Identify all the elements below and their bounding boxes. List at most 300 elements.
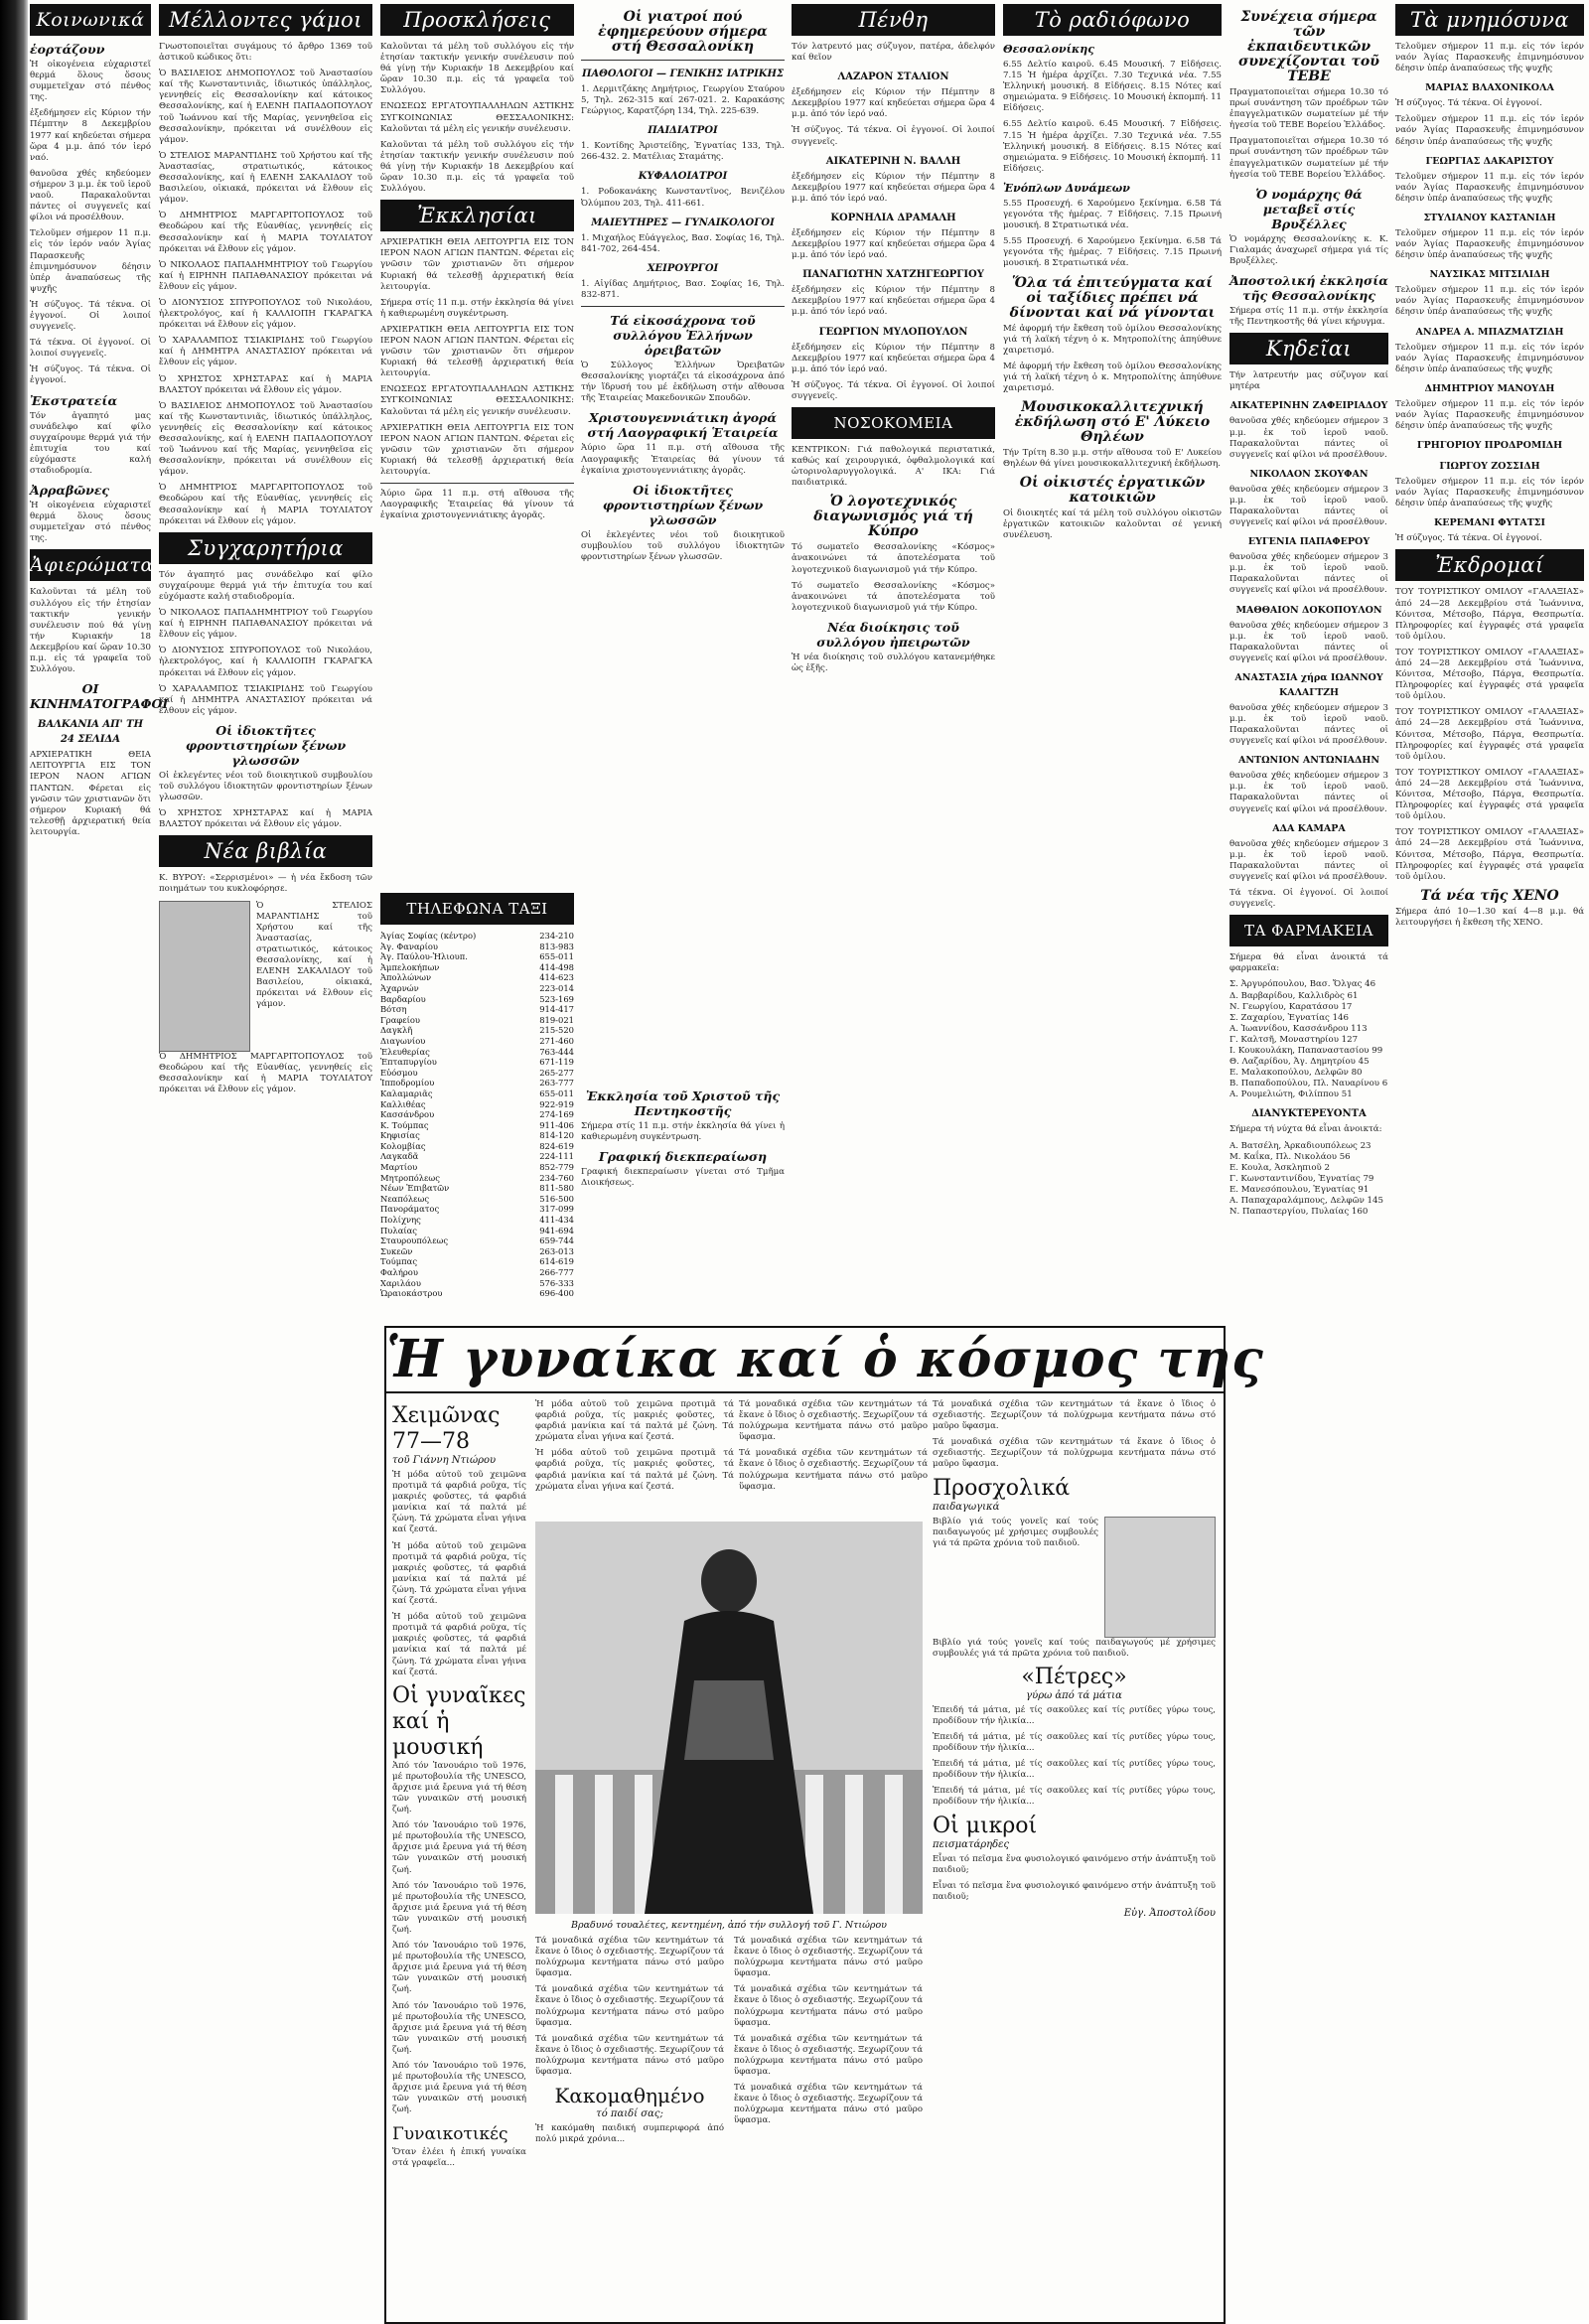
col3-text: Τά μοναδικά σχέδια τῶν κεντημάτων τά ἔκανε ὁ ἴδιος ὁ σχεδιαστής. Ξεχωρίζουν τά πολύχρωμα κεντήματα πάνω στό μαῦρο ὕφασμα. (535, 2033, 724, 2078)
tilefona-row (380, 1004, 574, 1015)
tilefona-area: Δαγκλῆ (380, 1025, 413, 1036)
radiophono-banner: Τὸ ραδιόφωνο (1003, 4, 1222, 36)
feature-col-1 (392, 1399, 526, 2174)
mnimosyna-name: ΜΑΡΙΑΣ ΒΛΑΧΟΝΙΚΟΛΑ (1425, 82, 1554, 94)
xeno-text: Σήμερα ἀπό 10—1.30 καί 4—8 μ.μ. θά λειτουργήσει ἡ ἔκθεση τῆς ΧΕΝΟ. (1395, 906, 1584, 928)
nea-vivlia-block (159, 901, 372, 1052)
koinonika-column (30, 0, 169, 843)
dianyktereuon-item: Ε. Μανεσόπουλου, Ἐγνατίας 91 (1229, 1184, 1370, 1195)
left-text-1: Ἡ οἰκογένεια εὐχαριστεῖ θερμά ὅλους ὅσους συμμετεῖχαν στό πένθος της. (30, 60, 151, 103)
divider (380, 483, 574, 484)
tilefona-row (380, 1204, 574, 1215)
feature-col-2 (535, 1399, 734, 1498)
article7-sub: πεισματάρηδες (933, 1838, 1010, 1850)
divider (581, 306, 785, 307)
iatroi-section-text: 1. Κοντίδης Ἀριστείδης, Ἐγνατίας 133, Τηλ. 266-432. 2. Ματέλιας Σταμάτης. (581, 141, 785, 163)
tilefona-number: 271-460 (539, 1035, 574, 1046)
article6-text: Ἐπειδή τά μάτια, μέ τίς σακοῦλες καί τίς ρυτίδες γύρω τους, προδίδουν τήν ἡλικία... (933, 1731, 1216, 1754)
iatroi-section-label: ΚΥΦΑΛΟΙΑΤΡΟΙ (638, 171, 728, 183)
prosklhseis-text: ΕΝΩΣΕΩΣ ΕΡΓΑΤΟΥΠΑΛΛΗΛΩΝ ΑΣΤΙΚΗΣ ΣΥΓΚΟΙΝΩΝΙΑΣ ΘΕΣΣΑΛΟΝΙΚΗΣ: Καλοῦνται τά μέλη εἰς γενικήν συνέλευσιν. (380, 101, 574, 134)
tilefona-area: Κολομβίας (380, 1140, 426, 1151)
radio-article3-text: Οἱ διοικητές καί τά μέλη τοῦ συλλόγου οἰκιστῶν ἐργατικῶν κατοικιῶν καλοῦνται σέ γενική συνέλευση. (1003, 508, 1222, 541)
tilefona-row (380, 1256, 574, 1267)
iatroi-section-label: ΠΑΙΔΙΑΤΡΟΙ (648, 125, 718, 137)
left-text-4: Τελοῦμεν σήμερον 11 π.μ. εἰς τόν ἱερόν ναόν Ἁγίας Παρασκευῆς ἐπιμνημόσυνον δέησιν ὑπέρ ἀναπαύσεως τῆς ψυχῆς (30, 228, 151, 294)
farmakeio-item: Ε. Μαλακοπούλου, Δελφῶν 80 (1229, 1068, 1363, 1079)
kideiai-name: ΑΝΤΩΝΙΟΝ ΑΝΤΩΝΙΑΔΗΝ (1237, 755, 1380, 767)
article6-sub: γύρω ἀπό τά μάτια (1026, 1689, 1122, 1701)
penthi-column (792, 0, 995, 679)
tilefona-number: 655-011 (539, 1088, 574, 1098)
photo-caption: Βραδυνό τουαλέτες, κεντημένη, ἀπό τήν συλλογή τοῦ Γ. Ντιώρου (571, 1920, 887, 1931)
article2-text: Ἀπό τόν Ἰανουάριο τοῦ 1976, μέ πρωτοβουλία τῆς UNESCO, ἄρχισε μιά ἔρευνα γιά τή θέση τῶν γυναικῶν στή μουσική ζωή. (392, 1880, 526, 1935)
tilefona-area: Βαρδαρίου (380, 993, 426, 1004)
iatroi-heading: Οἱ γιατροί πού ἐφημερεύουν σήμερα στή Θεσσαλονίκη (598, 9, 768, 55)
article4-text: Ἡ κακόμαθη παιδική συμπεριφορά ἀπό πολύ μικρά χρόνια... (535, 2123, 724, 2145)
tilefona-row (380, 1235, 574, 1246)
book-illustration (1104, 1517, 1216, 1638)
left-text-11: ΑΡΧΙΕΡΑΤΙΚΗ ΘΕΙΑ ΛΕΙΤΟΥΡΓΙΑ ΕΙΣ ΤΟΝ ΙΕΡΟΝ ΝΑΟΝ ΑΓΙΩΝ ΠΑΝΤΩΝ. Φέρεται εἰς γνῶσιν τῶν χριστιανῶν ὅτι σήμερον Κυριακή θά τελεσθῇ ἀρχιερατική θεία λειτουργία. (30, 750, 151, 837)
mnimosyna-intro: Τελοῦμεν σήμερον 11 π.μ. εἰς τόν ἱερόν ναόν Ἁγίας Παρασκευῆς ἐπιμνημόσυνον δέησιν ὑπέρ ἀναπαύσεως τῆς ψυχῆς (1395, 477, 1584, 509)
tilefona-number: 265-277 (539, 1067, 574, 1078)
tebe-sub-heading: Ὁ νομάρχης θά μεταβεῖ στίς Βρυξέλλες (1255, 186, 1363, 231)
col4-text: Τά μοναδικά σχέδια τῶν κεντημάτων τά ἔκανε ὁ ἴδιος ὁ σχεδιαστής. Ξεχωρίζουν τά πολύχρωμα κεντήματα πάνω στό μαῦρο ὕφασμα. (933, 1437, 1216, 1470)
epistimoniki-heading: Οἱ ἰδιοκτῆτες φροντιστηρίων ξένων γλωσσῶν (185, 722, 347, 768)
mnimosyna-intro: Τελοῦμεν σήμερον 11 π.μ. εἰς τόν ἱερόν ναόν Ἁγίας Παρασκευῆς ἐπιμνημόσυνον δέησιν ὑπέρ ἀναπαύσεως τῆς ψυχῆς (1395, 227, 1584, 261)
article7-title: Οἱ μικροί (933, 1813, 1038, 1838)
tilefona-number: 922-919 (539, 1098, 574, 1109)
mnimosyna-intro: Τελοῦμεν σήμερον 11 π.μ. εἰς τόν ἱερόν ναόν Ἁγίας Παρασκευῆς ἐπιμνημόσυνον δέησιν ὑπέρ ἀναπαύσεως τῆς ψυχῆς (1395, 42, 1584, 74)
article1-text: Ἡ μόδα αὐτοῦ τοῦ χειμῶνα προτιμᾶ τά φαρδιά ροῦχα, τίς μακριές φοῦστες, τά φαρδιά μανίκια καί τά παλτά μέ ζώνη. Τά χρώματα εἶναι γήινα καί ζεστά. (392, 1470, 526, 1535)
radiophono-column (1003, 0, 1222, 547)
dianyk-label: ΔΙΑΝΥΚΤΕΡΕΥΟΝΤΑ (1251, 1108, 1367, 1120)
tilefona-area: Λαγκαδᾶ (380, 1151, 419, 1162)
kideiai-close: Τά τέκνα. Οἱ ἐγγονοί. Οἱ λοιποί συγγενεῖς. (1229, 888, 1388, 910)
tilefona-row (380, 1215, 574, 1226)
tilefona-number: 576-333 (539, 1277, 574, 1288)
mellontes-entry: Ὁ ΔΗΜΗΤΡΙΟΣ ΜΑΡΓΑΡΙΤΟΠΟΥΛΟΣ τοῦ Θεοδώρου καί τῆς Εὐανθίας, γεννηθείς εἰς Θεσσαλονίκην καί ἡ ΜΑΡΙΑ ΤΟΥΛΙΑΤΟΥ πρόκειται νά ἔλθουν εἰς γάμον. (159, 211, 372, 254)
mnimosyna-close: Ἡ σύζυγος. Τά τέκνα. Οἱ ἐγγονοί. (1395, 533, 1542, 544)
nosokomeia-text: ΚΕΝΤΡΙΚΟΝ: Γιά παθολογικά περιστατικά, καθώς καί χειρουργικά, ὀφθαλμολογικά καί ὠτορινολαρυγγολογικά. Α' ΙΚΑ: Γιά παιδιατρικά. (792, 444, 995, 489)
farmakeio-item: Ν. Γεωργίου, Καρατάσου 17 (1229, 1001, 1353, 1012)
ekdromai-text: ΤΟΥ ΤΟΥΡΙΣΤΙΚΟΥ ΟΜΙΛΟΥ «ΓΑΛΑΞΙΑΣ» ἀπό 24—28 Δεκεμβρίου στά Ἰωάννινα, Κόνιτσα, Μέτσοβο, Πάργα, Θεσπρωτία. Πληροφορίες καί ἐγγραφές στά γραφεῖα τοῦ ὁμίλου. (1395, 647, 1584, 702)
kideiai-name: ΝΙΚΟΛΑΟΝ ΣΚΟΥΦΑΝ (1249, 468, 1369, 480)
mellontes-entry: Ὁ ΧΑΡΑΛΑΜΠΟΣ ΤΣΙΑΚΙΡΙΔΗΣ τοῦ Γεωργίου καί ἡ ΔΗΜΗΤΡΑ ΑΝΑΣΤΑΣΙΟΥ πρόκειται νά ἔλθουν εἰς γάμον. (159, 336, 372, 368)
feature-col-4 (933, 1399, 1216, 1923)
tilefona-number: 614-619 (539, 1256, 574, 1267)
tilefona-row (380, 1194, 574, 1205)
tilefona-area: Εὐόσμου (380, 1067, 418, 1078)
tilefona-area: Συκεῶν (380, 1245, 413, 1256)
feature-title: Ἡ γυναίκα καί ὁ κόσμος της (386, 1328, 1224, 1393)
tilefona-row (380, 1278, 574, 1289)
article1-title: Χειμῶνας 77—78 (392, 1403, 501, 1454)
sylloges-text: Οἱ ἐκλεγέντες νέοι τοῦ διοικητικοῦ συμβουλίου τοῦ συλλόγου ἰδιοκτητῶν φροντιστηρίων ξένων γλωσσῶν. (581, 529, 785, 562)
left-text-2: ἐξεδήμησεν εἰς Κύριον τήν Πέμπτην 8 Δεκεμβρίου 1977 καί κηδεύεται σήμερα ὥρα 4 μ.μ. ἀπό τόν ἱερό ναό. (30, 108, 151, 163)
tilefona-area: Χαριλάου (380, 1277, 421, 1288)
nea-vivlia-text-2: Ὁ ΔΗΜΗΤΡΙΟΣ ΜΑΡΓΑΡΙΤΟΠΟΥΛΟΣ τοῦ Θεοδώρου καί τῆς Εὐανθίας, γεννηθείς εἰς Θεσσαλονίκην καί ἡ ΜΑΡΙΑ ΤΟΥΛΙΑΤΟΥ πρόκειται νά ἔλθουν εἰς γάμον. (159, 1051, 372, 1094)
tilefona-area: Ἰπποδρομίου (380, 1078, 435, 1089)
farmakeio-item: Β. Παπαδοπούλου, Πλ. Ναυαρίνου 6 (1229, 1079, 1388, 1089)
tebe-text: Πραγματοποιεῖται σήμερα 10.30 τό πρωί συνάντηση τῶν προέδρων τῶν ἐπαγγελματικῶν σωματείων μέ τήν ἡγεσία τοῦ ΤΕΒΕ Βορείου Ἑλλάδος. (1229, 87, 1388, 131)
article7-text: Εἶναι τό πεῖσμα ἕνα φυσιολογικό φαινόμενο στήν ἀνάπτυξη τοῦ παιδιοῦ; (933, 1853, 1216, 1875)
kinimatografoi-heading: ΟΙ ΚΙΝΗΜΑΤΟΓΡΑΦΟΙ (30, 681, 169, 712)
nea-vivlia-text: Κ. ΒΥΡΟΥ: «Σερρισμένοι» — ἡ νέα ἔκδοση τῶν ποιημάτων του κυκλοφόρησε. (159, 873, 372, 895)
col3-text: Τά μοναδικά σχέδια τῶν κεντημάτων τά ἔκανε ὁ ἴδιος ὁ σχεδιαστής. Ξεχωρίζουν τά πολύχρωμα κεντήματα πάνω στό μαῦρο ὕφασμα. (734, 1936, 923, 1979)
article2-text: Ἀπό τόν Ἰανουάριο τοῦ 1976, μέ πρωτοβουλία τῆς UNESCO, ἄρχισε μιά ἔρευνα γιά τή θέση τῶν γυναικῶν στή μουσική ζωή. (392, 2061, 526, 2115)
article4-sub: τό παιδί σας; (596, 2108, 663, 2120)
tilefona-area: Πολίχνης (380, 1215, 421, 1226)
ekdromai-text: ΤΟΥ ΤΟΥΡΙΣΤΙΚΟΥ ΟΜΙΛΟΥ «ΓΑΛΑΞΙΑΣ» ἀπό 24—28 Δεκεμβρίου στά Ἰωάννινα, Κόνιτσα, Μέτσοβο, Πάργα, Θεσπρωτία. Πληροφορίες καί ἐγγραφές στά γραφεῖα τοῦ ὁμίλου. (1395, 767, 1584, 822)
penthi-body: ἐξεδήμησεν εἰς Κύριον τήν Πέμπτην 8 Δεκεμβρίου 1977 καί κηδεύεται σήμερα ὥρα 4 μ.μ. ἀπό τόν ἱερό ναό. (792, 87, 995, 120)
iatroi-section-label: ΠΑΘΟΛΟΓΟΙ — ΓΕΝΙΚΗΣ ΙΑΤΡΙΚΗΣ (581, 69, 785, 79)
sylloges-heading: Χριστουγεννιάτικη ἀγορά στή Λαογραφική Ἑταιρεία (587, 410, 779, 441)
col4-text: Τά μοναδικά σχέδια τῶν κεντημάτων τά ἔκανε ὁ ἴδιος ὁ σχεδιαστής. Ξεχωρίζουν τά πολύχρωμα κεντήματα πάνω στό μαῦρο ὕφασμα. (933, 1399, 1216, 1432)
tebe-text: Πραγματοποιεῖται σήμερα 10.30 τό πρωί συνάντηση τῶν προέδρων τῶν ἐπαγγελματικῶν σωματείων μέ τήν ἡγεσία τοῦ ΤΕΒΕ Βορείου Ἑλλάδος. (1229, 136, 1388, 180)
tilefona-table (380, 931, 574, 1299)
tilefona-row (380, 1162, 574, 1173)
tilefona-area: Φαλήρου (380, 1267, 418, 1277)
ekklisia-heading: Ἐκκλησία τοῦ Χριστοῦ τῆς Πεντηκοστῆς (585, 1089, 781, 1118)
tilefona-area: Ἀπολλώνων (380, 972, 432, 983)
col3-text: Τά μοναδικά σχέδια τῶν κεντημάτων τά ἔκανε ὁ ἴδιος ὁ σχεδιαστής. Ξεχωρίζουν τά πολύχρωμα κεντήματα πάνω στό μαῦρο ὕφασμα. (734, 2033, 923, 2078)
ekklisiai-banner: Ἐκκλησίαι (380, 200, 574, 231)
tilefona-area: Ἀγίας Σοφίας (κέντρο) (380, 931, 477, 941)
grafiki-text: Γραφική διεκπεραίωσιν γίνεται στό Τμῆμα Διοικήσεως. (581, 1167, 785, 1189)
col3-text: Τά μοναδικά σχέδια τῶν κεντημάτων τά ἔκανε ὁ ἴδιος ὁ σχεδιαστής. Ξεχωρίζουν τά πολύχρωμα κεντήματα πάνω στό μαῦρο ὕφασμα. (734, 1984, 923, 2028)
grafiki-heading: Γραφική διεκπεραίωση (598, 1149, 768, 1165)
tilefona-row (380, 931, 574, 942)
ekdromai-text: ΤΟΥ ΤΟΥΡΙΣΤΙΚΟΥ ΟΜΙΛΟΥ «ΓΑΛΑΞΙΑΣ» ἀπό 24—28 Δεκεμβρίου στά Ἰωάννινα, Κόνιτσα, Μέτσοβο, Πάργα, Θεσπρωτία. Πληροφορίες καί ἐγγραφές στά γραφεῖα τοῦ ὁμίλου. (1395, 707, 1584, 762)
tilefona-row (380, 1120, 574, 1131)
tilefona-number: 411-434 (539, 1215, 574, 1226)
tilefona-area: Τούμπας (380, 1256, 418, 1267)
farmakeio-item: Α. Ἰωαννίδου, Κασσάνδρου 113 (1229, 1023, 1368, 1034)
article2-text: Ἀπό τόν Ἰανουάριο τοῦ 1976, μέ πρωτοβουλία τῆς UNESCO, ἄρχισε μιά ἔρευνα γιά τή θέση τῶν γυναικῶν στή μουσική ζωή. (392, 1820, 526, 1875)
tilefona-number: 224-111 (539, 1151, 574, 1162)
left-text-6: Τά τέκνα. Οἱ ἐγγονοί. Οἱ λοιποί συγγενεῖς. (30, 338, 151, 360)
tilefona-number: 824-619 (539, 1140, 574, 1151)
tilefona-row (380, 1267, 574, 1278)
left-text-9: Ἡ οἰκογένεια εὐχαριστεῖ θερμά ὅλους ὅσους συμμετεῖχαν στό πένθος της. (30, 501, 151, 544)
kideiai-banner: Κηδεῖαι (1229, 333, 1388, 364)
radio-program-2: 5.55 Προσευχή. 6 Χαρούμενο ξεκίνημα. 6.58 Τά γεγονότα τῆς ἡμέρας. 7 Εἰδήσεις. 7.15 Πρωινή μουσική. 8 Στρατιωτικά νέα. (1003, 236, 1222, 269)
tilefona-number: 763-444 (539, 1046, 574, 1057)
tilefona-number: 266-777 (539, 1267, 574, 1277)
mnimosyna-name: ΑΝΔΡΕΑ Α. ΜΠΑΖΜΑΤΖΙΔΗ (1415, 326, 1564, 338)
article5-text: Βιβλίο γιά τούς γονεῖς καί τούς παιδαγωγούς μέ χρήσιμες συμβουλές γιά τά πρῶτα χρόνια τοῦ παιδιοῦ. (933, 1637, 1216, 1659)
tilefona-area: Μαρτίου (380, 1162, 418, 1173)
logotexnis-text: Τό σωματεῖο Θεσσαλονίκης «Κόσμος» ἀνακοινώνει τά ἀποτελέσματα τοῦ λογοτεχνικοῦ διαγωνισμοῦ γιά τήν Κύπρο. (792, 542, 995, 575)
kideiai-name: ΑΙΚΑΤΕΡΙΝΗΝ ΖΑΦΕΙΡΙΑΔΟΥ (1229, 400, 1388, 412)
mnimosyna-intro: Τελοῦμεν σήμερον 11 π.μ. εἰς τόν ἱερόν ναόν Ἁγίας Παρασκευῆς ἐπιμνημόσυνον δέησιν ὑπέρ ἀναπαύσεως τῆς ψυχῆς (1395, 114, 1584, 147)
article2-title: Οἱ γυναῖκες καί ἡ μουσική (392, 1682, 526, 1760)
left-text-8: Τόν ἀγαπητό μας συνάδελφο καί φίλο συγχαίρουμε θερμά γιά τήν ἐπιτυχία του καί εὐχόμαστε καλή σταδιοδρομία. (30, 410, 151, 476)
tilefona-area: Κασσάνδρου (380, 1109, 435, 1120)
prosklhseis-text: Καλοῦνται τά μέλη τοῦ συλλόγου εἰς τήν ἐτησίαν τακτικήν γενικήν συνέλευσιν πού θά γίνῃ τήν Κυριακήν 18 Δεκεμβρίου καί ὥραν 10.30 π.μ. εἰς τά γραφεῖα τοῦ Συλλόγου. (380, 42, 574, 96)
radio-program-2: 5.55 Προσευχή. 6 Χαρούμενο ξεκίνημα. 6.58 Τά γεγονότα τῆς ἡμέρας. 7 Εἰδήσεις. 7.15 Πρωινή μουσική. 8 Στρατιωτικά νέα. (1003, 198, 1222, 231)
mellontes-entry: Ὁ ΝΙΚΟΛΑΟΣ ΠΑΠΑΔΗΜΗΤΡΙΟΥ τοῦ Γεωργίου καί ἡ ΕΙΡΗΝΗ ΠΑΠΑΘΑΝΑΣΙΟΥ πρόκειται νά ἔλθουν εἰς γάμον. (159, 259, 372, 292)
kideiai-name: ΕΥΓΕΝΙΑ ΠΑΠΑΦΕΡΟΥ (1247, 536, 1371, 548)
article1-cont: Ἡ μόδα αὐτοῦ τοῦ χειμῶνα προτιμᾶ τά φαρδιά ροῦχα, τίς μακριές φοῦστες, τά φαρδιά μανίκια καί τά παλτά μέ ζώνη. Τά χρώματα εἶναι γήινα καί ζεστά. (535, 1399, 734, 1443)
ekklisiai-text: ΑΡΧΙΕΡΑΤΙΚΗ ΘΕΙΑ ΛΕΙΤΟΥΡΓΙΑ ΕΙΣ ΤΟΝ ΙΕΡΟΝ ΝΑΟΝ ΑΓΙΩΝ ΠΑΝΤΩΝ. Φέρεται εἰς γνῶσιν τῶν χριστιανῶν ὅτι σήμερον Κυριακή θά τελεσθῇ ἀρχιερατική θεία λειτουργία. (380, 237, 574, 292)
tilefona-number: 234-210 (539, 931, 574, 941)
article2-text: Ἀπό τόν Ἰανουάριο τοῦ 1976, μέ πρωτοβουλία τῆς UNESCO, ἄρχισε μιά ἔρευνα γιά τή θέση τῶν γυναικῶν στή μουσική ζωή. (392, 1941, 526, 1995)
syncharitiria-text: Τόν ἀγαπητό μας συνάδελφο καί φίλο συγχαίρουμε θερμά γιά τήν ἐπιτυχία του καί εὐχόμαστε καλή σταδιοδρομία. (159, 569, 372, 602)
ekdromai-banner: Ἐκδρομαί (1395, 549, 1584, 581)
kideiai-name: ΑΝΑΣΤΑΣΙΑ χήρα ΙΩΑΝΝΟΥ ΚΑΛΑΓΤΖΗ (1234, 671, 1383, 698)
dress-photo-illustration (535, 1522, 923, 1914)
article6-title: «Πέτρες» (1021, 1664, 1127, 1689)
xeno-heading: Τά νέα τῆς ΧΕΝΟ (1420, 887, 1559, 904)
kideiai-body: θανοῦσα χθές κηδεύομεν σήμερον 3 μ.μ. ἐκ τοῦ ἱεροῦ ναοῦ. Παρακαλοῦνται πάντες οἱ συγγενεῖς καί φίλοι νά προσέλθουν. (1229, 771, 1388, 814)
article3-title: Γυναικοτικές (392, 2123, 508, 2144)
left-text-5: Ἡ σύζυγος. Τά τέκνα. Οἱ ἐγγονοί. Οἱ λοιποί συγγενεῖς. (30, 299, 151, 333)
tilefona-row (380, 1151, 574, 1162)
left-text-3: θανοῦσα χθές κηδεύομεν σήμερον 3 μ.μ. ἐκ τοῦ ἱεροῦ ναοῦ. Παρακαλοῦνται πάντες οἱ συγγενεῖς καί φίλοι νά προσέλθουν. (30, 168, 151, 223)
farmakeio-item: Α. Ρουμελιώτη, Φιλίππου 51 (1229, 1089, 1353, 1100)
kideiai-body: θανοῦσα χθές κηδεύομεν σήμερον 3 μ.μ. ἐκ τοῦ ἱεροῦ ναοῦ. Παρακαλοῦνται πάντες οἱ συγγενεῖς καί φίλοι νά προσέλθουν. (1229, 702, 1388, 747)
iatroi-section-text: 1. Αἰγίδας Δημήτριος, Βασ. Σοφίας 16, Τηλ. 832-871. (581, 278, 785, 300)
mnimosyna-name: ΓΕΩΡΓΙΑΣ ΔΑΚΑΡΙΣΤΟΥ (1425, 155, 1554, 167)
farmakeia-banner: ΤΑ ΦΑΡΜΑΚΕΙΑ (1229, 915, 1388, 946)
tilefona-row (380, 983, 574, 994)
tilefona-area: Μητροπόλεως (380, 1172, 440, 1183)
logotexnis-heading: Ὁ λογοτεχνικός διαγωνισμός γιά τή Κύπρο (813, 494, 973, 540)
tilefona-row (380, 962, 574, 973)
tilefona-area: Πανοράματος (380, 1204, 440, 1215)
logotexnis-text: Τό σωματεῖο Θεσσαλονίκης «Κόσμος» ἀνακοινώνει τά ἀποτελέσματα τοῦ λογοτεχνικοῦ διαγωνισμοῦ γιά τήν Κύπρο. (792, 580, 995, 613)
tilefona-area: Πυλαίας (380, 1225, 417, 1235)
article1-cont: Ἡ μόδα αὐτοῦ τοῦ χειμῶνα προτιμᾶ τά φαρδιά ροῦχα, τίς μακριές φοῦστες, τά φαρδιά μανίκια καί τά παλτά μέ ζώνη. Τά χρώματα εἶναι γήινα καί ζεστά. (535, 1448, 734, 1492)
radio-article1-text: Μέ ἀφορμή τήν ἔκθεση τοῦ ὁμίλου Θεσσαλονίκης γιά τή λαϊκή τέχνη ὁ κ. Μητροπολίτης ἀπηύθυνε χαιρετισμό. (1003, 361, 1222, 393)
article2-text: Ἀπό τόν Ἰανουάριο τοῦ 1976, μέ πρωτοβουλία τῆς UNESCO, ἄρχισε μιά ἔρευνα γιά τή θέση τῶν γυναικῶν στή μουσική ζωή. (392, 2000, 526, 2055)
tilefona-number: 811-580 (539, 1183, 574, 1194)
prosklhseis-banner: Προσκλήσεις (380, 4, 574, 36)
tilefona-number: 819-021 (539, 1014, 574, 1025)
radio-article2-text: Τήν Τρίτη 8.30 μ.μ. στήν αἴθουσα τοῦ Ε' Λυκείου Θηλέων θά γίνει μουσικοκαλλιτεχνική ἐκδήλωση. (1003, 448, 1222, 470)
sylloges-heading: Τά εἰκοσάχρονα τοῦ συλλόγου Ἑλλήνων ὁρειβατῶν (610, 313, 756, 359)
mnimosyna-intro: Τελοῦμεν σήμερον 11 π.μ. εἰς τόν ἱερόν ναόν Ἁγίας Παρασκευῆς ἐπιμνημόσυνον δέησιν ὑπέρ ἀναπαύσεως τῆς ψυχῆς (1395, 285, 1584, 318)
ekklisia-text: Σήμερα στίς 11 π.μ. στήν ἐκκλησία θά γίνει ἡ καθιερωμένη συγκέντρωση. (581, 1121, 785, 1143)
tilefona-row (380, 1036, 574, 1047)
tilefona-number: 814-120 (539, 1130, 574, 1141)
tilefona-row (380, 1288, 574, 1299)
article6-text: Ἐπειδή τά μάτια, μέ τίς σακοῦλες καί τίς ρυτίδες γύρω τους, προδίδουν τήν ἡλικία... (933, 1759, 1216, 1781)
ekdromai-text: ΤΟΥ ΤΟΥΡΙΣΤΙΚΟΥ ΟΜΙΛΟΥ «ΓΑΛΑΞΙΑΣ» ἀπό 24—28 Δεκεμβρίου στά Ἰωάννινα, Κόνιτσα, Μέτσοβο, Πάργα, Θεσπρωτία. Πληροφορίες καί ἐγγραφές στά γραφεῖα τοῦ ὁμίλου. (1395, 827, 1584, 882)
col3-text: Τά μοναδικά σχέδια τῶν κεντημάτων τά ἔκανε ὁ ἴδιος ὁ σχεδιαστής. Ξεχωρίζουν τά πολύχρωμα κεντήματα πάνω στό μαῦρο ὕφασμα. (739, 1399, 928, 1443)
article4-title: Κακομαθημένο (554, 2084, 705, 2108)
tilefona-row (380, 1183, 574, 1194)
penthi-name: ΑΙΚΑΤΕΡΙΝΗ Ν. ΒΑΛΛΗ (825, 155, 961, 167)
dianyktereuon-item: Α. Παπαχαραλάμπους, Δελφῶν 145 (1229, 1196, 1383, 1206)
mnimosyna-name: ΚΕΡΕΜΑΝΙ ΦΥΤΑΤΣΙ (1434, 517, 1545, 529)
tilefona-number: 813-983 (539, 941, 574, 951)
tilefona-row (380, 1130, 574, 1141)
ekklisia-pentikostis-block (581, 1083, 785, 1194)
eortazoun-heading: ἑορτάζουν (30, 42, 105, 57)
syncharitiria-text: Ὁ ΧΑΡΑΛΑΜΠΟΣ ΤΣΙΑΚΙΡΙΔΗΣ τοῦ Γεωργίου καί ἡ ΔΗΜΗΤΡΑ ΑΝΑΣΤΑΣΙΟΥ πρόκειται νά ἔλθουν εἰς γάμον. (159, 683, 372, 716)
penthi-name: ΛΑΖΑΡΟΝ ΣΤΑΛΙΟΝ (837, 72, 949, 83)
farmakeio-item: Θ. Λαζαρίδου, Ἀγ. Δημητρίου 45 (1229, 1057, 1370, 1068)
mellontes-entry: Ὁ ΒΑΣΙΛΕΙΟΣ ΔΗΜΟΠΟΥΛΟΣ τοῦ Ἀναστασίου καί τῆς Κωνσταντινιᾶς, ἰδιωτικός ὑπάλληλος, γεννηθείς εἰς Θεσσαλονίκην καί κάτοικος Θεσσαλονίκης, καί ἡ ΕΛΕΝΗ ΠΑΠΑΔΟΠΟΥΛΟΥ τοῦ Ἰωάννου καί τῆς Μαρίας, γεννηθεῖσα εἰς Θεσσαλονίκην, πρόκειται νά συνέλθουν εἰς γάμον. (159, 69, 372, 145)
tilefona-area: Διαγωνίου (380, 1035, 426, 1046)
mellontes-entry: Ὁ ΒΑΣΙΛΕΙΟΣ ΔΗΜΟΠΟΥΛΟΣ τοῦ Ἀναστασίου καί τῆς Κωνσταντινιᾶς, ἰδιωτικός ὑπάλληλος, γεννηθείς εἰς Θεσσαλονίκην καί κάτοικος Θεσσαλονίκης, καί ἡ ΕΛΕΝΗ ΠΑΠΑΔΟΠΟΥΛΟΥ τοῦ Ἰωάννου καί τῆς Μαρίας, γεννηθεῖσα εἰς Θεσσαλονίκην, πρόκειται νά συνέλθουν εἰς γάμον. (159, 400, 372, 478)
article6-text: Ἐπειδή τά μάτια, μέ τίς σακοῦλες καί τίς ρυτίδες γύρω τους, προδίδουν τήν ἡλικία... (933, 1786, 1216, 1808)
farmakeia-list (1229, 979, 1388, 1100)
koinonika-banner: Κοινωνικά (30, 4, 151, 36)
mnimosyna-name: ΣΤΥΛΙΑΝΟΥ ΚΑΣΤΑΝΙΔΗ (1423, 212, 1556, 223)
radio-article1-heading: Ὅλα τά ἐπιτεύγματα καί οἱ ταξίδιες πρέπει νά δίνονται καί νά γίνονται (1009, 274, 1216, 321)
divider (581, 60, 785, 61)
article7-byline: Εὐγ. Ἀποστολίδου (1123, 1907, 1216, 1919)
syncharitiria-text: Ὁ ΔΙΟΝΥΣΙΟΣ ΣΠΥΡΟΠΟΥΛΟΣ τοῦ Νικολάου, ἠλεκτρολόγος, καί ἡ ΚΑΛΛΙΟΠΗ ΓΚΑΡΑΓΚΑ πρόκειται νά ἔλθουν εἰς γάμον. (159, 646, 372, 678)
kideiai-intro: Τήν λατρευτήν μας σύζυγον καί μητέρα (1229, 370, 1388, 392)
tilefona-row (380, 1015, 574, 1026)
tebe-column (1229, 0, 1388, 1218)
book-cover-illustration (159, 901, 250, 1052)
dianyktereuon-item: Ν. Παπαστεργίου, Πυλαίας 160 (1229, 1207, 1369, 1218)
tilefona-area: Ἐπταπυργίου (380, 1057, 437, 1068)
apost-text: Σήμερα στίς 11 π.μ. στήν ἐκκλησία τῆς Πεντηκοστῆς θά γίνει κήρυγμα. (1229, 306, 1388, 328)
mnimosyna-name: ΔΗΜΗΤΡΙΟΥ ΜΑΝΟΥΔΗ (1424, 382, 1555, 394)
prosklhseis-column (380, 0, 574, 526)
penthi-body: ἐξεδήμησεν εἰς Κύριον τήν Πέμπτην 8 Δεκεμβρίου 1977 καί κηδεύεται σήμερα ὥρα 4 μ.μ. ἀπό τόν ἱερό ναό. (792, 227, 995, 261)
tilefona-area: Κηφισίας (380, 1130, 420, 1141)
penthi-intro: Τόν λατρευτό μας σύζυγον, πατέρα, ἀδελφόν καί θεῖον (792, 42, 995, 64)
nea-vivlia-banner: Νέα βιβλία (159, 835, 372, 867)
mnimosyna-intro: Τελοῦμεν σήμερον 11 π.μ. εἰς τόν ἱερόν ναόν Ἁγίας Παρασκευῆς ἐπιμνημόσυνον δέησιν ὑπέρ ἀναπαύσεως τῆς ψυχῆς (1395, 398, 1584, 431)
article5-text: Βιβλίο γιά τούς γονεῖς καί τούς παιδαγωγούς μέ χρήσιμες συμβουλές γιά τά πρῶτα χρόνια τοῦ παιδιοῦ. (933, 1516, 1098, 1548)
dianyktereuon-item: Α. Βατσέλη, Ἀρκαδιουπόλεως 23 (1229, 1140, 1372, 1151)
penthi-body: ἐξεδήμησεν εἰς Κύριον τήν Πέμπτην 8 Δεκεμβρίου 1977 καί κηδεύεται σήμερα ὥρα 4 μ.μ. ἀπό τόν ἱερό ναό. (792, 171, 995, 204)
tilefona-number: 414-498 (539, 961, 574, 972)
tilefona-row (380, 1109, 574, 1120)
tilefona-number: 263-777 (539, 1078, 574, 1089)
iatroi-section-text: 1. Ροδοκανάκης Κωνσταντῖνος, Βενιζέλου Ὀλύμπου 203, Τηλ. 411-661. (581, 187, 785, 209)
left-text-10: Καλοῦνται τά μέλη τοῦ συλλόγου εἰς τήν ἐτησίαν τακτικήν γενικήν συνέλευσιν πού θά γίνῃ τήν Κυριακήν 18 Δεκεμβρίου καί ὥραν 10.30 π.μ. εἰς τά γραφεῖα τοῦ Συλλόγου. (30, 587, 151, 675)
mellontes-intro: Γνωστοποιεῖται συγάμους τό ἄρθρο 1369 τοῦ ἀστικοῦ κώδικος ὅτι: (159, 42, 372, 64)
tilefona-row (380, 994, 574, 1005)
tilefona-row (380, 942, 574, 952)
article5-block (933, 1517, 1216, 1638)
kideiai-name: ΜΑΘΘΑΙΟΝ ΔΟΚΟΠΟΥΛΟΝ (1235, 604, 1382, 616)
tilefona-row (380, 1047, 574, 1058)
mnimosyna-name: ΝΑΥΣΙΚΑΣ ΜΙΤΣΙΛΙΔΗ (1429, 269, 1550, 281)
radio-program: 6.55 Δελτίο καιροῦ. 6.45 Μουσική. 7 Εἰδήσεις. 7.15 Ἡ ἡμέρα ἀρχίζει. 7.30 Τεχνικά νέα. 7.55 Ἑλληνική μουσική. 8 Εἰδήσεις. 8.15 Νότες καί σημειώματα. 9 Εἰδήσεις. 10 Μουσική ἐκπομπή. 11 Εἰδήσεις. (1003, 60, 1222, 114)
iatroi-column (581, 0, 785, 568)
mnimosyna-column (1395, 0, 1584, 934)
iatroi-section-label: ΧΕΙΡΟΥΡΓΟΙ (647, 262, 719, 274)
ekklisiai-text: ΕΝΩΣΕΩΣ ΕΡΓΑΤΟΥΠΑΛΛΗΛΩΝ ΑΣΤΙΚΗΣ ΣΥΓΚΟΙΝΩΝΙΑΣ ΘΕΣΣΑΛΟΝΙΚΗΣ: Καλοῦνται τά μέλη εἰς γενικήν συνέλευσιν. (380, 384, 574, 417)
tilefona-area: Κ. Τούμπας (380, 1119, 429, 1130)
tilefona-number: 223-014 (539, 982, 574, 993)
tilefona-number: 911-406 (539, 1119, 574, 1130)
article3-text: Ὅταν ἐλέει ἡ ἐπική γυναίκα στά γραφεῖα... (392, 2146, 526, 2168)
ekdromai-text: ΤΟΥ ΤΟΥΡΙΣΤΙΚΟΥ ΟΜΙΛΟΥ «ΓΑΛΑΞΙΑΣ» ἀπό 24—28 Δεκεμβρίου στά Ἰωάννινα, Κόνιτσα, Μέτσοβο, Πάργα, Θεσπρωτία. Πληροφορίες καί ἐγγραφές στά γραφεῖα τοῦ ὁμίλου. (1395, 587, 1584, 642)
farmakeio-item: Σ. Ἀργυρόπουλου, Βασ. Ὄλγας 46 (1229, 979, 1376, 990)
tilefona-row (380, 1089, 574, 1099)
mellontes-entry: Ὁ ΧΡΗΣΤΟΣ ΧΡΗΣΤΑΡΑΣ καί ἡ ΜΑΡΙΑ ΒΛΑΣΤΟΥ πρόκειται νά ἔλθουν εἰς γάμον. (159, 373, 372, 395)
tebe-sub-text: Ὁ νομάρχης Θεσσαλονίκης κ. Κ. Γιαλαμάς ἀναχωρεῖ σήμερα γιά τίς Βρυξέλλες. (1229, 233, 1388, 266)
mellontes-entry: Ὁ ΔΗΜΗΤΡΙΟΣ ΜΑΡΓΑΡΙΤΟΠΟΥΛΟΣ τοῦ Θεοδώρου καί τῆς Εὐανθίας, γεννηθείς εἰς Θεσσαλονίκην καί ἡ ΜΑΡΙΑ ΤΟΥΛΙΑΤΟΥ πρόκειται νά ἔλθουν εἰς γάμον. (159, 483, 372, 526)
kideiai-body: θανοῦσα χθές κηδεύομεν σήμερον 3 μ.μ. ἐκ τοῦ ἱεροῦ ναοῦ. Παρακαλοῦνται πάντες οἱ συγγενεῖς καί φίλοι νά προσέλθουν. (1229, 416, 1388, 460)
tilefona-number: 263-013 (539, 1245, 574, 1256)
col3-text: Τά μοναδικά σχέδια τῶν κεντημάτων τά ἔκανε ὁ ἴδιος ὁ σχεδιαστής. Ξεχωρίζουν τά πολύχρωμα κεντήματα πάνω στό μαῦρο ὕφασμα. (734, 2083, 923, 2126)
tilefona-area: Νεαπόλεως (380, 1193, 430, 1204)
penthi-body: ἐξεδήμησεν εἰς Κύριον τήν Πέμπτην 8 Δεκεμβρίου 1977 καί κηδεύεται σήμερα ὥρα 4 μ.μ. ἀπό τόν ἱερό ναό. (792, 342, 995, 374)
tilefona-banner: ΤΗΛΕΦΩΝΑ ΤΑΞΙ (380, 893, 574, 925)
tilefona-area: Καλαμαριᾶς (380, 1088, 433, 1098)
tilefona-taxi-block (380, 889, 574, 1299)
article2-text: Ἀπό τόν Ἰανουάριο τοῦ 1976, μέ πρωτοβουλία τῆς UNESCO, ἄρχισε μιά ἔρευνα γιά τή θέση τῶν γυναικῶν στή μουσική ζωή. (392, 1760, 526, 1816)
tilefona-number: 523-169 (539, 993, 574, 1004)
mellontes-entry: Ὁ ΣΤΕΛΙΟΣ ΜΑΡΑΝΤΙΔΗΣ τοῦ Χρήστου καί τῆς Ἀναστασίας, στρατιωτικός, κάτοικος Θεσσαλονίκης, καί ἡ ΕΛΕΝΗ ΣΑΚΑΛΙΔΟΥ τοῦ Βασιλείου, οἰκιακά, πρόκειται νά ἔλθουν εἰς γάμον. (159, 150, 372, 206)
page-binding-shadow (0, 0, 28, 2320)
syncharitiria-banner: Συγχαρητήρια (159, 532, 372, 564)
kideiai-name: ΑΔΑ ΚΑΜΑΡΑ (1272, 822, 1346, 834)
tilefona-area: Νέων Ἐπιβατῶν (380, 1183, 450, 1194)
tilefona-number: 696-400 (539, 1288, 574, 1299)
penthi-body: ἐξεδήμησεν εἰς Κύριον τήν Πέμπτην 8 Δεκεμβρίου 1977 καί κηδεύεται σήμερα ὥρα 4 μ.μ. ἀπό τόν ἱερό ναό. (792, 285, 995, 318)
afieromata-banner: Ἀφιερώματα (30, 549, 151, 581)
sylloges-text: Ὁ Σύλλογος Ἑλλήνων Ὀρειβατῶν Θεσσαλονίκης γιορτάζει τά εἰκοσάχρονα ἀπό τήν ἵδρυσή του μέ ἐκδήλωση στήν αἴθουσα τῆς Ἑταιρείας Μακεδονικῶν Σπουδῶν. (581, 361, 785, 404)
sylloges-text: Ἀύριο ὥρα 11 π.μ. στή αἴθουσα τῆς Λαογραφικῆς Ἑταιρείας θά γίνουν τά ἐγκαίνια χριστουγεννιάτικης ἀγορᾶς. (581, 443, 785, 476)
epistimoniki-text: Οἱ ἐκλεγέντες νέοι τοῦ διοικητικοῦ συμβουλίου τοῦ συλλόγου ἰδιοκτητῶν φροντιστηρίων ξένων γλωσσῶν. (159, 770, 372, 803)
feature-col-3-bottom (734, 1936, 923, 2132)
tilefona-area: Καλλιθέας (380, 1098, 426, 1109)
left-text-7: Ἡ σύζυγος. Τά τέκνα. Οἱ ἐγγονοί. (30, 364, 151, 386)
tilefona-number: 941-694 (539, 1225, 574, 1235)
tilefona-row (380, 951, 574, 962)
col3-text: Τά μοναδικά σχέδια τῶν κεντημάτων τά ἔκανε ὁ ἴδιος ὁ σχεδιαστής. Ξεχωρίζουν τά πολύχρωμα κεντήματα πάνω στό μαῦρο ὕφασμα. (535, 1984, 724, 2028)
tilefona-number: 671-119 (539, 1057, 574, 1068)
farmakeio-item: Ι. Κουκουλάκη, Παπαναστασίου 99 (1229, 1045, 1383, 1056)
tilefona-number: 852-779 (539, 1162, 574, 1173)
tilefona-area: Γραφείου (380, 1014, 421, 1025)
nea-vivlia-desc: Ὁ ΣΤΕΛΙΟΣ ΜΑΡΑΝΤΙΔΗΣ τοῦ Χρήστου καί τῆς Ἀναστασίας, στρατιωτικός, κάτοικος Θεσσαλονίκης, καί ἡ ΕΛΕΝΗ ΣΑΚΑΛΙΔΟΥ τοῦ Βασιλείου, οἰκιακά, πρόκειται νά ἔλθουν εἰς γάμον. (256, 900, 372, 1010)
mnimosyna-intro: Τελοῦμεν σήμερον 11 π.μ. εἰς τόν ἱερόν ναόν Ἁγίας Παρασκευῆς ἐπιμνημόσυνον δέησιν ὑπέρ ἀναπαύσεως τῆς ψυχῆς (1395, 171, 1584, 204)
article1-byline: τοῦ Γιάννη Ντιώρου (392, 1455, 497, 1466)
nosokomeia-banner: ΝΟΣΟΚΟΜΕΙΑ (792, 407, 995, 439)
article5-title: Προσχολικά (933, 1475, 1071, 1501)
prosklhseis-text: Καλοῦνται τά μέλη τοῦ συλλόγου εἰς τήν ἐτησίαν τακτικήν γενικήν συνέλευσιν πού θά γίνῃ τήν Κυριακήν 18 Δεκεμβρίου καί ὥραν 10.30 π.μ. εἰς τά γραφεῖα τοῦ Συλλόγου. (380, 139, 574, 195)
mnimosyna-banner: Τὰ μνημόσυνα (1395, 4, 1584, 36)
tilefona-number: 655-011 (539, 951, 574, 962)
tilefona-row (380, 972, 574, 983)
iatroi-section-text: 1. Μιχαήλος Εὐάγγελος, Βασ. Σοφίας 16, Τηλ. 841-702, 264-454. (581, 232, 785, 254)
tilefona-area: Ἐλευθερίας (380, 1046, 430, 1057)
ekklisiai-text: Ἀύριο ὥρα 11 π.μ. στή αἴθουσα τῆς Λαογραφικῆς Ἑταιρείας θά γίνουν τά ἐγκαίνια χριστουγεννιάτικης ἀγορᾶς. (380, 489, 574, 521)
farmakeio-item: Γ. Καλτσῆ, Μοναστηρίου 127 (1229, 1034, 1359, 1045)
mellontes-gamoi-column (159, 0, 372, 1100)
mnimosyna-name: ΓΡΗΓΟΡΙΟΥ ΠΡΟΔΡΟΜΙΔΗ (1416, 440, 1563, 452)
mnimosyna-intro: Τελοῦμεν σήμερον 11 π.μ. εἰς τόν ἱερόν ναόν Ἁγίας Παρασκευῆς ἐπιμνημόσυνον δέησιν ὑπέρ ἀναπαύσεως τῆς ψυχῆς (1395, 342, 1584, 374)
tilefona-row (380, 1099, 574, 1110)
mnimosyna-name: ΓΙΩΡΓΟΥ ΖΟΣΣΙΔΗ (1439, 461, 1540, 473)
dianyktereuon-item: Ε. Κουλα, Ἀσκληπιοῦ 2 (1229, 1162, 1330, 1173)
epistimoniki-text: Ὁ ΧΡΗΣΤΟΣ ΧΡΗΣΤΑΡΑΣ καί ἡ ΜΑΡΙΑ ΒΛΑΣΤΟΥ πρόκειται νά ἔλθουν εἰς γάμον. (159, 808, 372, 830)
tilefona-number: 659-744 (539, 1235, 574, 1246)
tilefona-area: Βότση (380, 1004, 407, 1015)
nea-dioikisi-heading: Νέα διοίκησις τοῦ συλλόγου ἠπειρωτῶν (816, 619, 970, 650)
feature-col-2-bottom (535, 1936, 724, 2150)
tilefona-row (380, 1078, 574, 1089)
tilefona-area: Ἀγ. Φαναρίου (380, 941, 438, 951)
kideiai-body: θανοῦσα χθές κηδεύομεν σήμερον 3 μ.μ. ἐκ τοῦ ἱεροῦ ναοῦ. Παρακαλοῦνται πάντες οἱ συγγενεῖς καί φίλοι νά προσέλθουν. (1229, 620, 1388, 663)
tilefona-row (380, 1025, 574, 1036)
radio-program: 6.55 Δελτίο καιροῦ. 6.45 Μουσική. 7 Εἰδήσεις. 7.15 Ἡ ἡμέρα ἀρχίζει. 7.30 Τεχνικά νέα. 7.55 Ἑλληνική μουσική. 8 Εἰδήσεις. 8.15 Νότες καί σημειώματα. 9 Εἰδήσεις. 10 Μουσική ἐκπομπή. 11 Εἰδήσεις. (1003, 119, 1222, 174)
